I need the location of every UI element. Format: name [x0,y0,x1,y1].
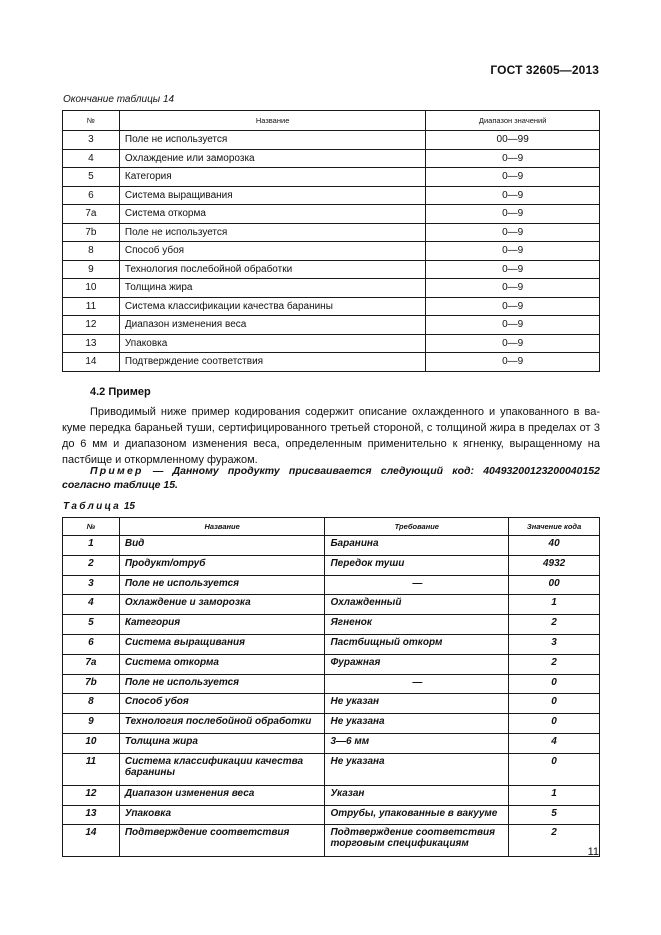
row-requirement: Баранина [325,536,509,556]
row-requirement: Указан [325,785,509,805]
row-range: 0—9 [426,297,600,316]
row-number: 4 [63,595,120,615]
row-number: 11 [63,753,120,785]
row-code-value: 40 [509,536,600,556]
table-row [63,805,600,825]
table-row [63,595,600,615]
row-name: Диапазон изменения веса [119,316,425,335]
row-number: 12 [63,316,120,335]
row-name: Диапазон изменения веса [119,785,325,805]
row-number: 4 [63,149,120,168]
row-number: 12 [63,785,120,805]
row-number: 5 [63,168,120,187]
row-number: 2 [63,555,120,575]
row-requirement: — [325,674,509,694]
row-code-value: 5 [509,805,600,825]
table-row [63,615,600,635]
row-number: 10 [63,733,120,753]
table-row [63,825,600,857]
table-row [63,694,600,714]
row-name: Система классификации качества баранины [119,297,425,316]
row-code-value: 0 [509,694,600,714]
row-name: Продукт/отруб [119,555,325,575]
row-requirement: Отрубы, упакованные в вакууме [325,805,509,825]
row-code-value: 1 [509,785,600,805]
row-name: Способ убоя [119,242,425,261]
row-name: Технология послебойной обработки [119,714,325,734]
row-name: Система откорма [119,205,425,224]
row-name: Система откорма [119,654,325,674]
table-row [63,260,600,279]
row-name: Охлаждение и заморозка [119,595,325,615]
row-number: 6 [63,186,120,205]
table-row [63,555,600,575]
row-name: Категория [119,168,425,187]
body-paragraph: Приводимый ниже пример кодирования содержит описание охлажденного и упакованного в ва-куме передка бараньей туши, сертифицированного третьей стороной, с толщиной жира в пределах от 3 до 6 мм и диапазоном изменения веса, определенным применительно к ягненку, выращенному на пастбище и откормленному фуражом. [62,406,600,466]
row-number: 7b [63,223,120,242]
row-requirement: Не указана [325,714,509,734]
example-text: — Данному продукту присваивается следующий код: 40493200123200040152 согласно таблице 15. [62,465,600,491]
table-row [63,223,600,242]
table15-caption-number: 15 [123,501,135,512]
row-name: Поле не используется [119,674,325,694]
row-name: Охлаждение или заморозка [119,149,425,168]
table15-header-requirement: Требование [325,518,509,536]
table14-caption: Окончание таблицы 14 [63,94,175,105]
table-row [63,714,600,734]
row-code-value: 2 [509,615,600,635]
row-requirement: Пастбищный откорм [325,634,509,654]
row-number: 3 [63,575,120,595]
table15-header-code-value: Значение кода [509,518,600,536]
row-name: Система выращивания [119,186,425,205]
row-name: Упаковка [119,334,425,353]
row-name: Вид [119,536,325,556]
row-code-value: 1 [509,595,600,615]
table-15 [62,517,600,857]
row-range: 0—9 [426,334,600,353]
table-row [63,674,600,694]
row-requirement: — [325,575,509,595]
row-number: 13 [63,334,120,353]
row-number: 1 [63,536,120,556]
table-row [63,733,600,753]
table15-header-row [63,518,600,536]
row-name: Подтверждение соответствия [119,825,325,857]
row-code-value: 3 [509,634,600,654]
row-range: 0—9 [426,260,600,279]
table-row [63,785,600,805]
row-name: Толщина жира [119,733,325,753]
table-row [63,634,600,654]
row-number: 11 [63,297,120,316]
row-range: 0—9 [426,205,600,224]
row-name: Технология послебойной обработки [119,260,425,279]
row-name: Упаковка [119,805,325,825]
table14-header-name: Название [119,111,425,131]
row-requirement: Охлажденный [325,595,509,615]
table15-header-number: № [63,518,120,536]
row-number: 10 [63,279,120,298]
table-row [63,242,600,261]
table-row [63,205,600,224]
row-requirement: Передок туши [325,555,509,575]
row-range: 0—9 [426,223,600,242]
table14-header-number: № [63,111,120,131]
row-range: 0—9 [426,316,600,335]
row-number: 8 [63,242,120,261]
row-number: 14 [63,353,120,372]
table15-header-name: Название [119,518,325,536]
row-name: Толщина жира [119,279,425,298]
row-number: 9 [63,260,120,279]
table-row [63,149,600,168]
table-row [63,353,600,372]
table-row [63,316,600,335]
row-code-value: 00 [509,575,600,595]
row-requirement: Не указан [325,694,509,714]
table15-caption-word: Таблица [63,501,122,512]
row-range: 0—9 [426,168,600,187]
row-requirement: Ягненок [325,615,509,635]
table-row [63,575,600,595]
table-row [63,297,600,316]
page-number: 11 [587,846,599,858]
row-number: 8 [63,694,120,714]
row-number: 7a [63,654,120,674]
row-code-value: 0 [509,714,600,734]
table-row [63,186,600,205]
row-number: 14 [63,825,120,857]
row-requirement: 3—6 мм [325,733,509,753]
table-row [63,279,600,298]
table-row [63,536,600,556]
document-code: ГОСТ 32605—2013 [490,63,599,77]
table-row [63,654,600,674]
row-range: 0—9 [426,149,600,168]
row-number: 7a [63,205,120,224]
row-code-value: 2 [509,654,600,674]
row-name: Поле не используется [119,223,425,242]
example-paragraph [62,464,600,492]
row-requirement: Подтверждение соответствия торговым спецификациям [325,825,509,857]
table-row [63,753,600,785]
row-code-value: 2 [509,825,600,857]
row-number: 5 [63,615,120,635]
table14-header-row [63,111,600,131]
row-name: Система выращивания [119,634,325,654]
row-range: 00—99 [426,131,600,150]
example-lead: Пример [90,465,144,477]
row-code-value: 4932 [509,555,600,575]
row-requirement: Не указана [325,753,509,785]
table-row [63,334,600,353]
table-14 [62,110,600,372]
row-code-value: 4 [509,733,600,753]
row-name: Поле не используется [119,131,425,150]
table15-caption [63,501,135,512]
row-name: Категория [119,615,325,635]
row-requirement: Фуражная [325,654,509,674]
row-range: 0—9 [426,353,600,372]
row-range: 0—9 [426,242,600,261]
table-row [63,131,600,150]
row-name: Система классификации качества баранины [119,753,325,785]
row-name: Поле не используется [119,575,325,595]
row-range: 0—9 [426,279,600,298]
row-number: 9 [63,714,120,734]
table14-header-range: Диапазон значений [426,111,600,131]
row-name: Способ убоя [119,694,325,714]
row-number: 6 [63,634,120,654]
row-number: 3 [63,131,120,150]
row-name: Подтверждение соответствия [119,353,425,372]
table-row [63,168,600,187]
row-number: 13 [63,805,120,825]
row-range: 0—9 [426,186,600,205]
row-code-value: 0 [509,753,600,785]
row-code-value: 0 [509,674,600,694]
section-heading: 4.2 Пример [90,386,151,398]
row-number: 7b [63,674,120,694]
